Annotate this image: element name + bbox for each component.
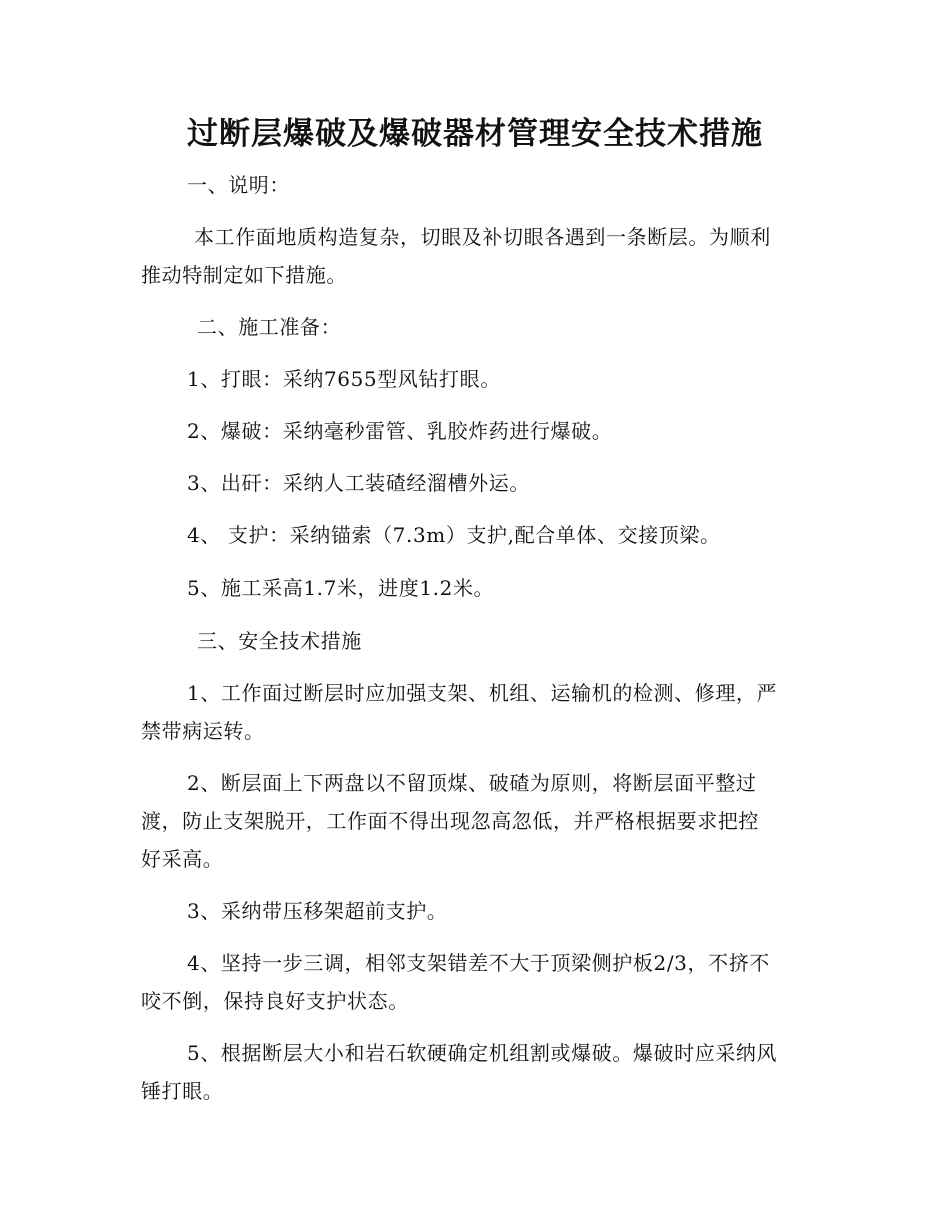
list-item-line: 渡，防止支架脱开，工作面不得出现忽高忽低，并严格根据要求把控: [141, 809, 759, 833]
section-heading-safety: 三、安全技术措施: [197, 629, 362, 653]
list-item: 4、 支护：采纳锚索（7.3m）支护,配合单体、交接顶梁。: [187, 523, 721, 547]
section-heading-explanation: 一、说明：: [187, 173, 290, 197]
paragraph-line: 本工作面地质构造复杂，切眼及补切眼各遇到一条断层。为顺利: [194, 225, 771, 249]
list-item-line: 禁带病运转。: [141, 719, 265, 743]
list-item-line: 咬不倒，保持良好支护状态。: [141, 989, 409, 1013]
list-item-line: 好采高。: [141, 847, 224, 871]
document-title: 过断层爆破及爆破器材管理安全技术措施: [187, 116, 763, 152]
list-item-line: 2、断层面上下两盘以不留顶煤、破碴为原则，将断层面平整过: [187, 771, 757, 795]
list-item-line: 1、工作面过断层时应加强支架、机组、运输机的检测、修理，严: [187, 681, 778, 705]
list-item: 1、打眼：采纳7655型风钻打眼。: [187, 367, 501, 391]
paragraph-line: 推动特制定如下措施。: [141, 263, 347, 287]
list-item: 2、爆破：采纳毫秒雷管、乳胶炸药进行爆破。: [187, 419, 613, 443]
list-item: 3、采纳带压移架超前支护。: [187, 899, 448, 923]
list-item-line: 4、坚持一步三调，相邻支架错差不大于顶梁侧护板2/3，不挤不: [187, 951, 770, 975]
list-item-line: 5、根据断层大小和岩石软硬确定机组割或爆破。爆破时应采纳风: [187, 1041, 778, 1065]
list-item-line: 锤打眼。: [141, 1079, 224, 1103]
list-item: 3、出矸：采纳人工装碴经溜槽外运。: [187, 471, 530, 495]
section-heading-preparation: 二、施工准备：: [197, 315, 342, 339]
list-item: 5、施工采高1.7米，进度1.2米。: [187, 576, 495, 600]
